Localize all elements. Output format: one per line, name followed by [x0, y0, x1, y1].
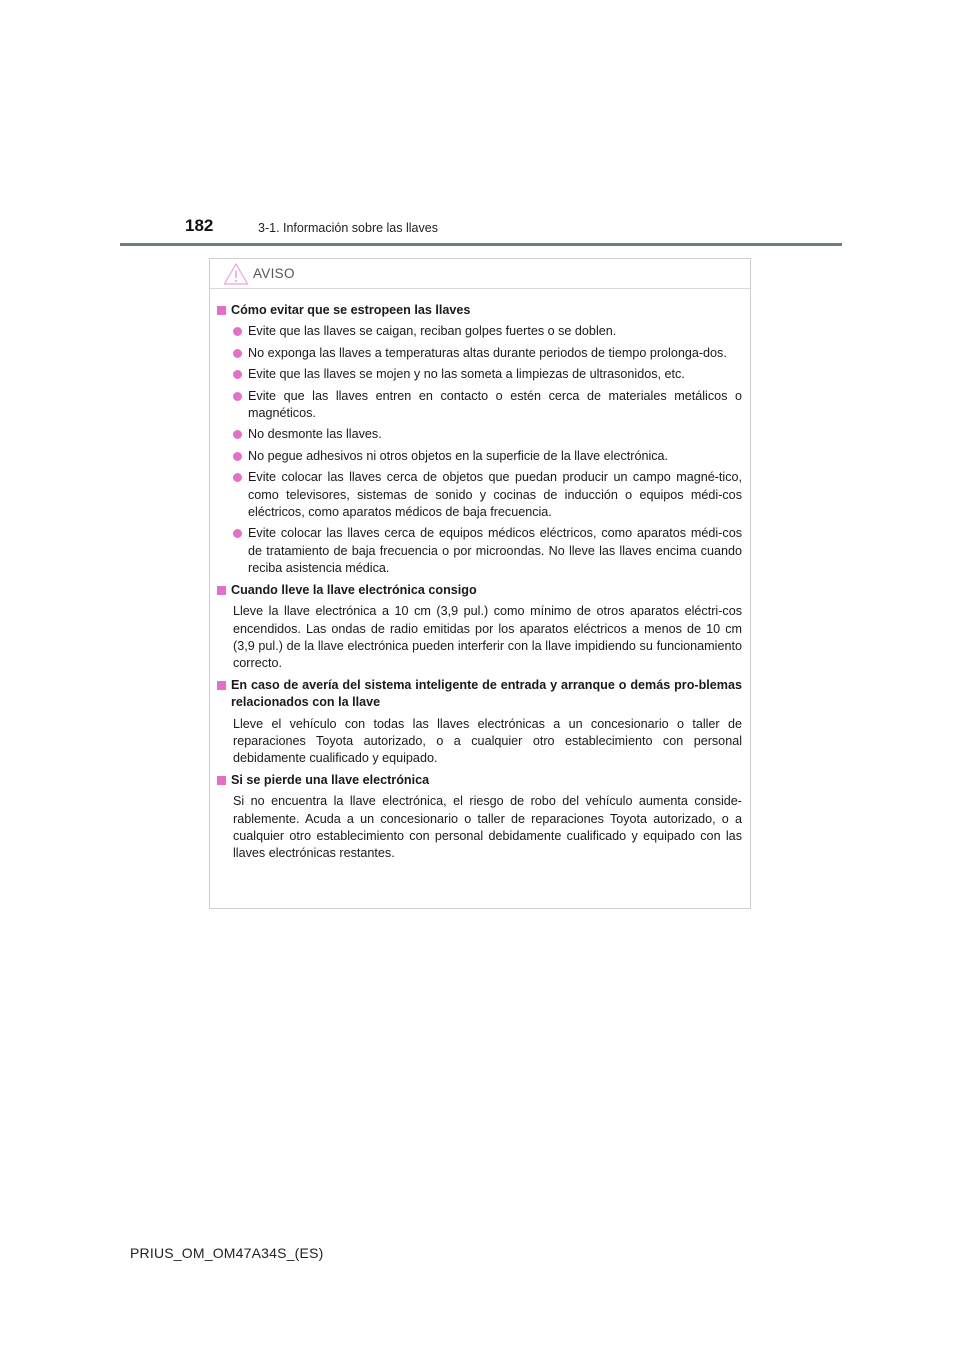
section-heading-malfunction	[217, 677, 742, 712]
section-heading-lost-key	[217, 772, 742, 789]
list-item	[217, 448, 742, 465]
list-item	[217, 388, 742, 423]
warning-title: AVISO	[253, 266, 295, 281]
list-item-text: No pegue adhesivos ni otros objetos en la superficie de la llave electrónica.	[248, 448, 669, 463]
list-item	[217, 323, 742, 340]
list-item-text: No exponga las llaves a temperaturas altas durante periodos de tiempo prolonga-dos.	[248, 345, 727, 360]
document-code: PRIUS_OM_OM47A34S_(ES)	[130, 1245, 324, 1261]
section-paragraph: Si no encuentra la llave electrónica, el riesgo de robo del vehículo aumenta conside-rablemente. Acuda a un concesionario o taller de reparaciones Toyota autorizado, o a cualquier otro establecimiento con personal debidamente cualificado y equipado con las llaves electrónicas restantes.	[233, 794, 742, 861]
section-heading-text: Si se pierde una llave electrónica	[231, 772, 430, 787]
list-item-text: Evite que las llaves se caigan, reciban golpes fuertes o se doblen.	[248, 324, 617, 339]
section-paragraph: Lleve la llave electrónica a 10 cm (3,9 pul.) como mínimo de otros aparatos eléctri-cos encendidos. Las ondas de radio emitidas por los aparatos eléctricos a menos de 10 cm (3,9 pul.) de la llave electrónica pueden interferir con la llave impidiendo su funcionamiento correcto.	[233, 604, 742, 671]
list-item	[217, 469, 742, 521]
list-item	[217, 525, 742, 577]
section-heading-text: En caso de avería del sistema inteligente de entrada y arranque o demás pro-blemas relacionados con la llave	[231, 677, 742, 710]
list-item-text: No desmonte las llaves.	[248, 427, 382, 442]
square-bullet-icon	[217, 586, 226, 595]
section-heading-text: Cuando lleve la llave electrónica consigo	[231, 582, 477, 597]
round-bullet-icon	[233, 529, 242, 538]
list-item-text: Evite que las llaves se mojen y no las someta a limpiezas de ultrasonidos, etc.	[248, 367, 685, 382]
round-bullet-icon	[233, 370, 242, 379]
round-bullet-icon	[233, 327, 242, 336]
list-item	[217, 345, 742, 362]
round-bullet-icon	[233, 452, 242, 461]
square-bullet-icon	[217, 306, 226, 315]
list-item	[217, 366, 742, 383]
warning-body	[210, 289, 750, 863]
square-bullet-icon	[217, 681, 226, 690]
section-paragraph: Lleve el vehículo con todas las llaves electrónicas a un concesionario o taller de reparaciones Toyota autorizado, o a cualquier otro establecimiento con personal debidamente cualificado y equipado.	[233, 716, 742, 766]
warning-box	[209, 258, 751, 909]
header-rule	[120, 243, 842, 246]
section-heading-carrying	[217, 582, 742, 599]
section-heading-text: Cómo evitar que se estropeen las llaves	[231, 303, 471, 317]
square-bullet-icon	[217, 776, 226, 785]
warning-triangle-icon	[223, 262, 249, 286]
section-heading-damage	[217, 302, 742, 319]
list-item-text: Evite que las llaves entren en contacto o estén cerca de materiales metálicos o magnéticos.	[248, 388, 742, 421]
round-bullet-icon	[233, 392, 242, 401]
round-bullet-icon	[233, 430, 242, 439]
section-title: 3-1. Información sobre las llaves	[258, 221, 438, 235]
list-item-text: Evite colocar las llaves cerca de equipos médicos eléctricos, como aparatos médi-cos de tratamiento de baja frecuencia o por microondas. No lleve las llaves encima cuando reciba asistencia médica.	[248, 526, 742, 576]
page-number: 182	[185, 216, 214, 235]
list-item-text: Evite colocar las llaves cerca de objetos que puedan producir un campo magné-tico, como televisores, sistemas de sonido y cocinas de inducción o equipos médi-cos eléctricos, como aparatos médicos de baja frecuencia.	[248, 470, 742, 520]
list-item	[217, 426, 742, 443]
round-bullet-icon	[233, 473, 242, 482]
round-bullet-icon	[233, 349, 242, 358]
warning-header	[210, 259, 750, 289]
